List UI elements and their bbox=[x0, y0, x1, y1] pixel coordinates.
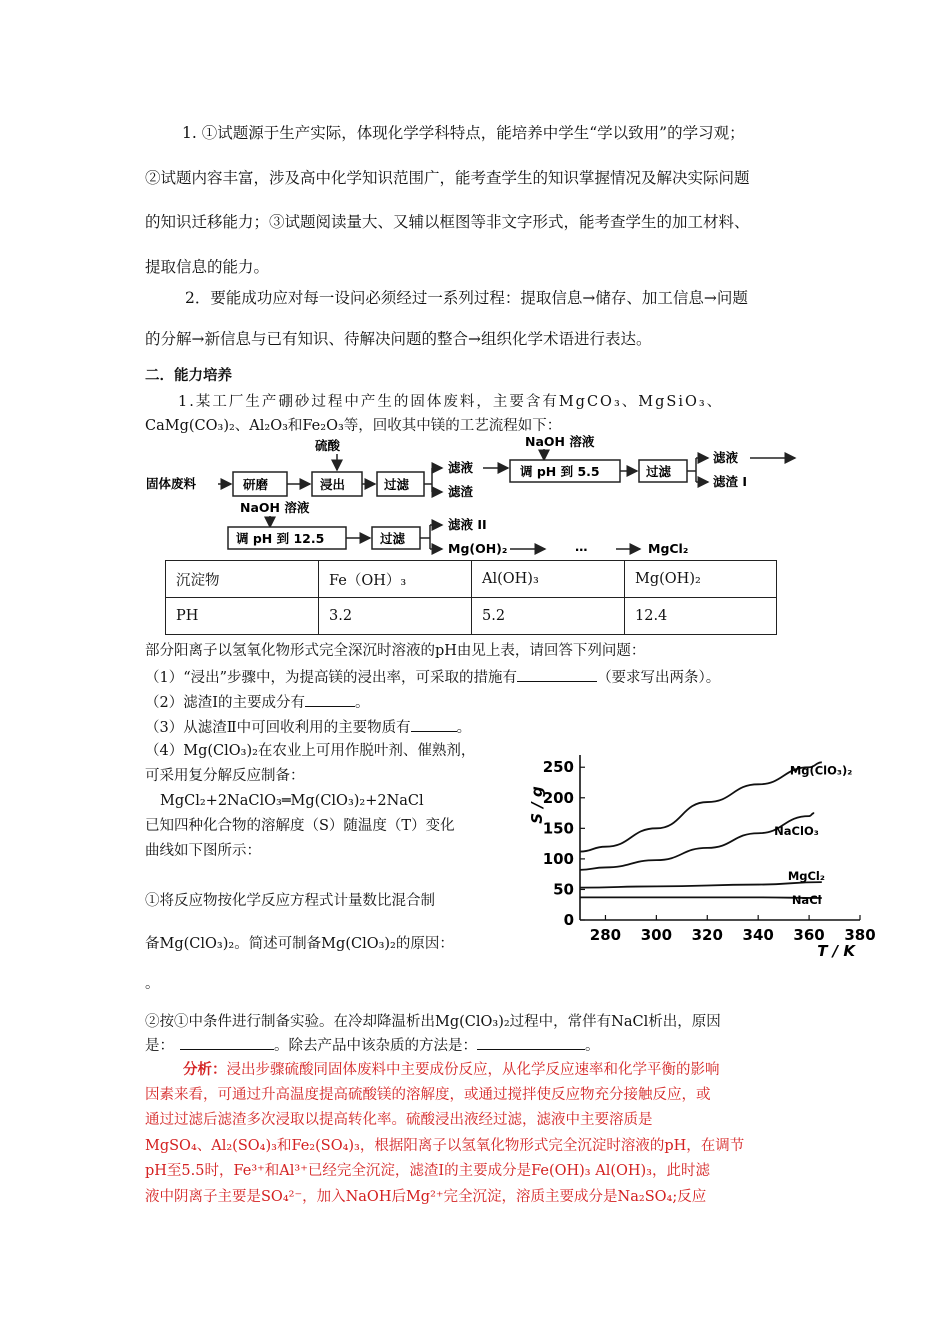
question-4-line3: 已知四种化合物的溶解度（S）随温度（T）变化 bbox=[145, 818, 455, 834]
answer-blank-3[interactable] bbox=[411, 716, 457, 732]
problem-line2: CaMg(CO₃)₂、Al₂O₃和Fe₂O₃等，回收其中镁的工艺流程如下： bbox=[145, 418, 562, 434]
table-cell: 3.2 bbox=[319, 598, 472, 635]
table-cell: Fe（OH）₃ bbox=[319, 561, 472, 598]
question-4-equation: MgCl₂+2NaClO₃═Mg(ClO₃)₂+2NaCl bbox=[160, 793, 424, 809]
question-2-period: 。 bbox=[354, 695, 370, 711]
analysis-line6: 液中阴离子主要是SO₄²⁻，加入NaOH后Mg²⁺完全沉淀，溶质主要成分是Na₂SO₄;反应 bbox=[145, 1189, 707, 1205]
x-tick-label: 320 bbox=[691, 926, 723, 944]
question-4-sub2-middle: 。除去产品中该杂质的方法是： bbox=[274, 1038, 477, 1054]
x-tick-label: 340 bbox=[742, 926, 774, 944]
flow-residue-label-1: 滤渣 bbox=[448, 484, 474, 499]
flow-residue1-label: 滤渣 I bbox=[713, 474, 748, 489]
question-1 bbox=[145, 666, 720, 688]
flow-leach-label: 浸出 bbox=[320, 477, 346, 492]
table-cell: PH bbox=[166, 598, 319, 635]
series-line-3 bbox=[580, 897, 822, 898]
y-tick-label: 200 bbox=[542, 788, 574, 807]
x-tick-label: 280 bbox=[589, 926, 622, 944]
series-line-0 bbox=[580, 762, 822, 851]
flow-mgcl2-label: MgCl₂ bbox=[648, 541, 689, 556]
analysis-label: 分析： bbox=[183, 1061, 227, 1078]
series-label-2: MgCl₂ bbox=[787, 869, 825, 884]
flow-dots: … bbox=[575, 539, 588, 554]
y-tick-label: 150 bbox=[542, 819, 574, 838]
table-cell: 沉淀物 bbox=[166, 561, 319, 598]
x-axis-label: T / K bbox=[817, 942, 855, 960]
flow-mgoh2-label: Mg(OH)₂ bbox=[448, 541, 508, 556]
answer-blank-5[interactable] bbox=[477, 1034, 585, 1050]
flow-grind-label: 研磨 bbox=[243, 477, 269, 492]
question-1-suffix: （要求写出两条）。 bbox=[597, 670, 721, 686]
intro-p1-line4: 提取信息的能力。 bbox=[145, 258, 270, 276]
flow-filter-label-2: 过滤 bbox=[646, 464, 672, 479]
x-tick-label: 360 bbox=[793, 926, 825, 944]
intro-p1-line3: 的知识迁移能力；③试题阅读量大、又辅以框图等非文字形式，能考查学生的加工材料、 bbox=[145, 213, 750, 231]
question-1-text: （1）“浸出”步骤中，为提高镁的浸出率，可采取的措施有 bbox=[145, 670, 518, 686]
process-flowchart bbox=[140, 432, 820, 562]
table-cell: 12.4 bbox=[625, 598, 777, 635]
table-cell: Mg(OH)₂ bbox=[625, 561, 777, 598]
question-4-sub2-suffix: 。 bbox=[585, 1038, 600, 1054]
flow-naoh-label-2: NaOH 溶液 bbox=[240, 500, 310, 515]
question-4-sub1-line1: ①将反应物按化学反应方程式计量数比混合制 bbox=[145, 893, 435, 909]
analysis-line3: 通过过滤后滤渣多次浸取以提高转化率。硫酸浸出液经过滤，滤液中主要溶质是 bbox=[145, 1112, 653, 1128]
question-3-text: （3）从滤渣Ⅱ中可回收利用的主要物质有 bbox=[145, 720, 411, 736]
analysis-line1-text: 浸出步骤硫酸同固体废料中主要成份反应，从化学反应速率和化学平衡的影响 bbox=[226, 1062, 720, 1078]
section-title: 二．能力培养 bbox=[145, 368, 232, 384]
table-cell: 5.2 bbox=[472, 598, 625, 635]
intro-p2-line1: 2．要能成功应对每一设问必须经过一系列过程：提取信息→储存、加工信息→问题 bbox=[185, 289, 748, 307]
flow-naoh-label-1: NaOH 溶液 bbox=[525, 434, 595, 449]
series-label-0: Mg(ClO₃)₂ bbox=[789, 763, 853, 778]
x-tick-label: 380 bbox=[844, 926, 876, 944]
question-4-line4: 曲线如下图所示： bbox=[145, 843, 261, 859]
series-line-1 bbox=[580, 813, 814, 870]
question-4-sub1-line3: 。 bbox=[145, 976, 160, 992]
intro-p1-line1: 1. ①试题源于生产实际，体现化学学科特点，能培养中学生“学以致用”的学习观； bbox=[182, 124, 745, 142]
series-label-1: NaClO₃ bbox=[774, 824, 819, 839]
solubility-chart bbox=[520, 745, 905, 960]
table-cell: Al(OH)₃ bbox=[472, 561, 625, 598]
analysis-line5: pH至5.5时，Fe³⁺和Al³⁺已经完全沉淀，滤渣Ⅰ的主要成分是Fe(OH)₃ Al(OH)₃，此时滤 bbox=[145, 1163, 710, 1179]
answer-blank-1[interactable] bbox=[517, 666, 597, 682]
flow-filtrate-label-2: 滤液 bbox=[713, 450, 739, 465]
question-4-sub2-prefix: 是： bbox=[145, 1038, 174, 1054]
y-tick-label: 250 bbox=[542, 758, 574, 777]
table-header-row bbox=[166, 561, 777, 598]
x-tick-label: 300 bbox=[640, 926, 673, 944]
question-4-line2: 可采用复分解反应制备： bbox=[145, 768, 305, 784]
flow-start-label: 固体废料 bbox=[146, 476, 197, 491]
flow-filter-label-1: 过滤 bbox=[384, 477, 410, 492]
question-2 bbox=[145, 691, 369, 713]
questions-intro: 部分阳离子以氢氧化物形式完全深沉时溶液的pH由见上表，请回答下列问题： bbox=[145, 643, 646, 659]
analysis-line1 bbox=[183, 1060, 720, 1080]
flow-adjust-label-2: 调 pH 到 12.5 bbox=[236, 531, 325, 546]
question-3-period: 。 bbox=[456, 720, 472, 736]
flow-filtrate2-label: 滤液 II bbox=[448, 517, 487, 532]
question-4-sub2-line1: ②按①中条件进行制备实验。在冷却降温析出Mg(ClO₃)₂过程中，常伴有NaCl析出，原因 bbox=[145, 1014, 721, 1030]
analysis-line2: 因素来看，可通过升高温度提高硫酸镁的溶解度，或通过搅拌使反应物充分接触反应，或 bbox=[145, 1087, 711, 1103]
intro-p1-line2: ②试题内容丰富，涉及高中化学知识范围广，能考查学生的知识掌握情况及解决实际问题 bbox=[145, 169, 750, 187]
series-line-2 bbox=[580, 882, 822, 888]
y-tick-label: 0 bbox=[563, 911, 574, 929]
y-axis-label: S / g bbox=[528, 786, 546, 824]
answer-blank-2[interactable] bbox=[305, 691, 355, 707]
question-4-line1: （4）Mg(ClO₃)₂在农业上可用作脱叶剂、催熟剂， bbox=[145, 743, 476, 759]
flow-adjust-label-1: 调 pH 到 5.5 bbox=[520, 464, 600, 479]
intro-p2-line2: 的分解→新信息与已有知识、待解决问题的整合→组织化学术语进行表达。 bbox=[145, 330, 652, 348]
y-tick-label: 100 bbox=[542, 849, 574, 868]
question-4-sub2-line2 bbox=[145, 1034, 600, 1056]
flow-acid-label: 硫酸 bbox=[315, 438, 341, 453]
flow-filtrate-label-1: 滤液 bbox=[448, 460, 474, 475]
analysis-line4: MgSO₄、Al₂(SO₄)₃和Fe₂(SO₄)₃，根据阳离子以氢氧化物形式完全沉淀时溶液的pH，在调节 bbox=[145, 1138, 745, 1154]
series-label-3: NaCl bbox=[791, 893, 822, 907]
problem-line1: 1.某工厂生产硼砂过程中产生的固体废料，主要含有MgCO₃、MgSiO₃、 bbox=[178, 394, 724, 410]
table-row bbox=[166, 598, 777, 635]
ph-table bbox=[165, 560, 777, 635]
question-2-text: （2）滤渣Ⅰ的主要成分有 bbox=[145, 695, 305, 711]
answer-blank-4[interactable] bbox=[180, 1034, 274, 1050]
flow-filter-label-3: 过滤 bbox=[380, 531, 406, 546]
y-tick-label: 50 bbox=[553, 880, 574, 899]
question-3 bbox=[145, 716, 471, 738]
question-4-sub1-line2: 备Mg(ClO₃)₂。简述可制备Mg(ClO₃)₂的原因： bbox=[145, 936, 454, 952]
